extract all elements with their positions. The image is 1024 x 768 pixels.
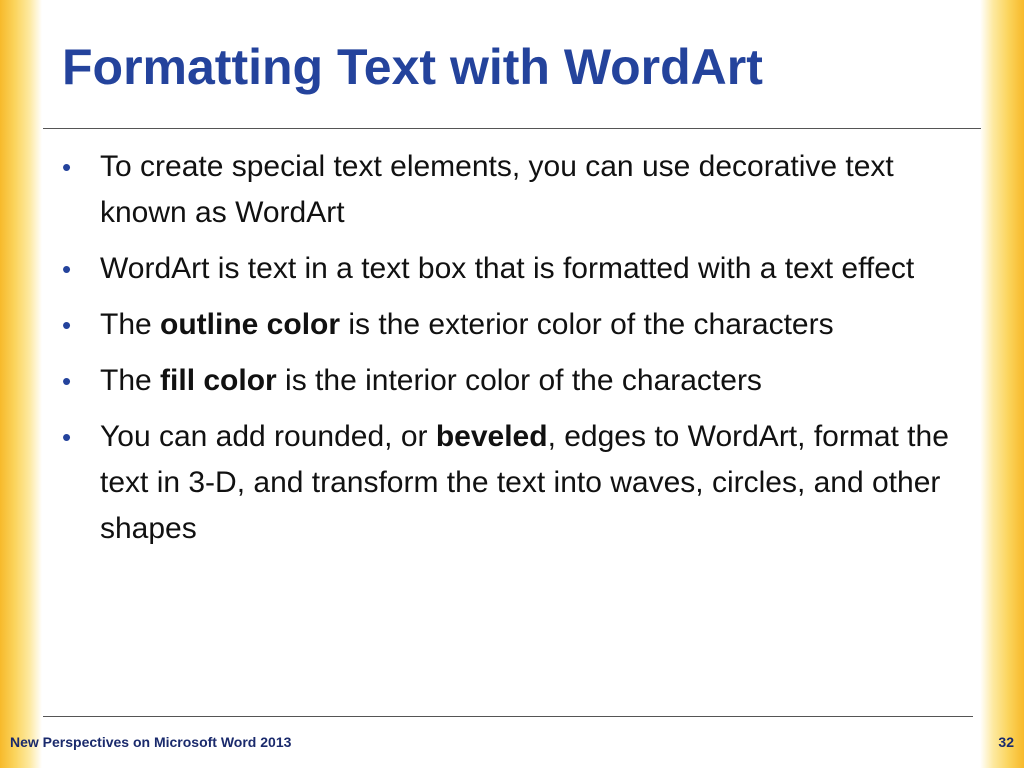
bullet-text-pre: The xyxy=(100,364,161,397)
footer-course-title: New Perspectives on Microsoft Word 2013 xyxy=(10,734,292,750)
bullet-icon: • xyxy=(62,366,72,396)
bullet-text-post: is the interior color of the characters xyxy=(276,364,762,397)
left-decorative-band xyxy=(0,0,42,768)
footer-divider xyxy=(43,716,973,717)
bullet-icon: • xyxy=(62,152,72,182)
bullet-text-post: , edges to WordArt, format the text in 3-D, and transform the text into waves, circles, and other shapes xyxy=(100,420,949,545)
bullet-icon: • xyxy=(62,254,72,284)
slide-number: 32 xyxy=(998,734,1014,750)
bullet-text: To create special text elements, you can use decorative text known as WordArt xyxy=(100,150,894,229)
bullet-item xyxy=(58,144,958,236)
bullet-list xyxy=(58,144,958,562)
bullet-term-fill-color: fill color xyxy=(160,364,277,397)
bullet-icon: • xyxy=(62,422,72,452)
slide-title: Formatting Text with WordArt xyxy=(62,39,763,95)
bullet-item xyxy=(58,302,958,348)
bullet-text-pre: You can add rounded, or xyxy=(100,420,436,453)
bullet-text: WordArt is text in a text box that is formatted with a text effect xyxy=(100,252,915,285)
bullet-icon: • xyxy=(62,310,72,340)
title-divider xyxy=(43,128,981,129)
bullet-item xyxy=(58,246,958,292)
bullet-term-outline-color: outline color xyxy=(160,308,341,341)
bullet-item xyxy=(58,414,958,552)
bullet-term-beveled: beveled xyxy=(435,420,548,453)
bullet-text-pre: The xyxy=(100,308,161,341)
bullet-text-post: is the exterior color of the characters xyxy=(340,308,834,341)
bullet-item xyxy=(58,358,958,404)
right-decorative-band xyxy=(980,0,1024,768)
